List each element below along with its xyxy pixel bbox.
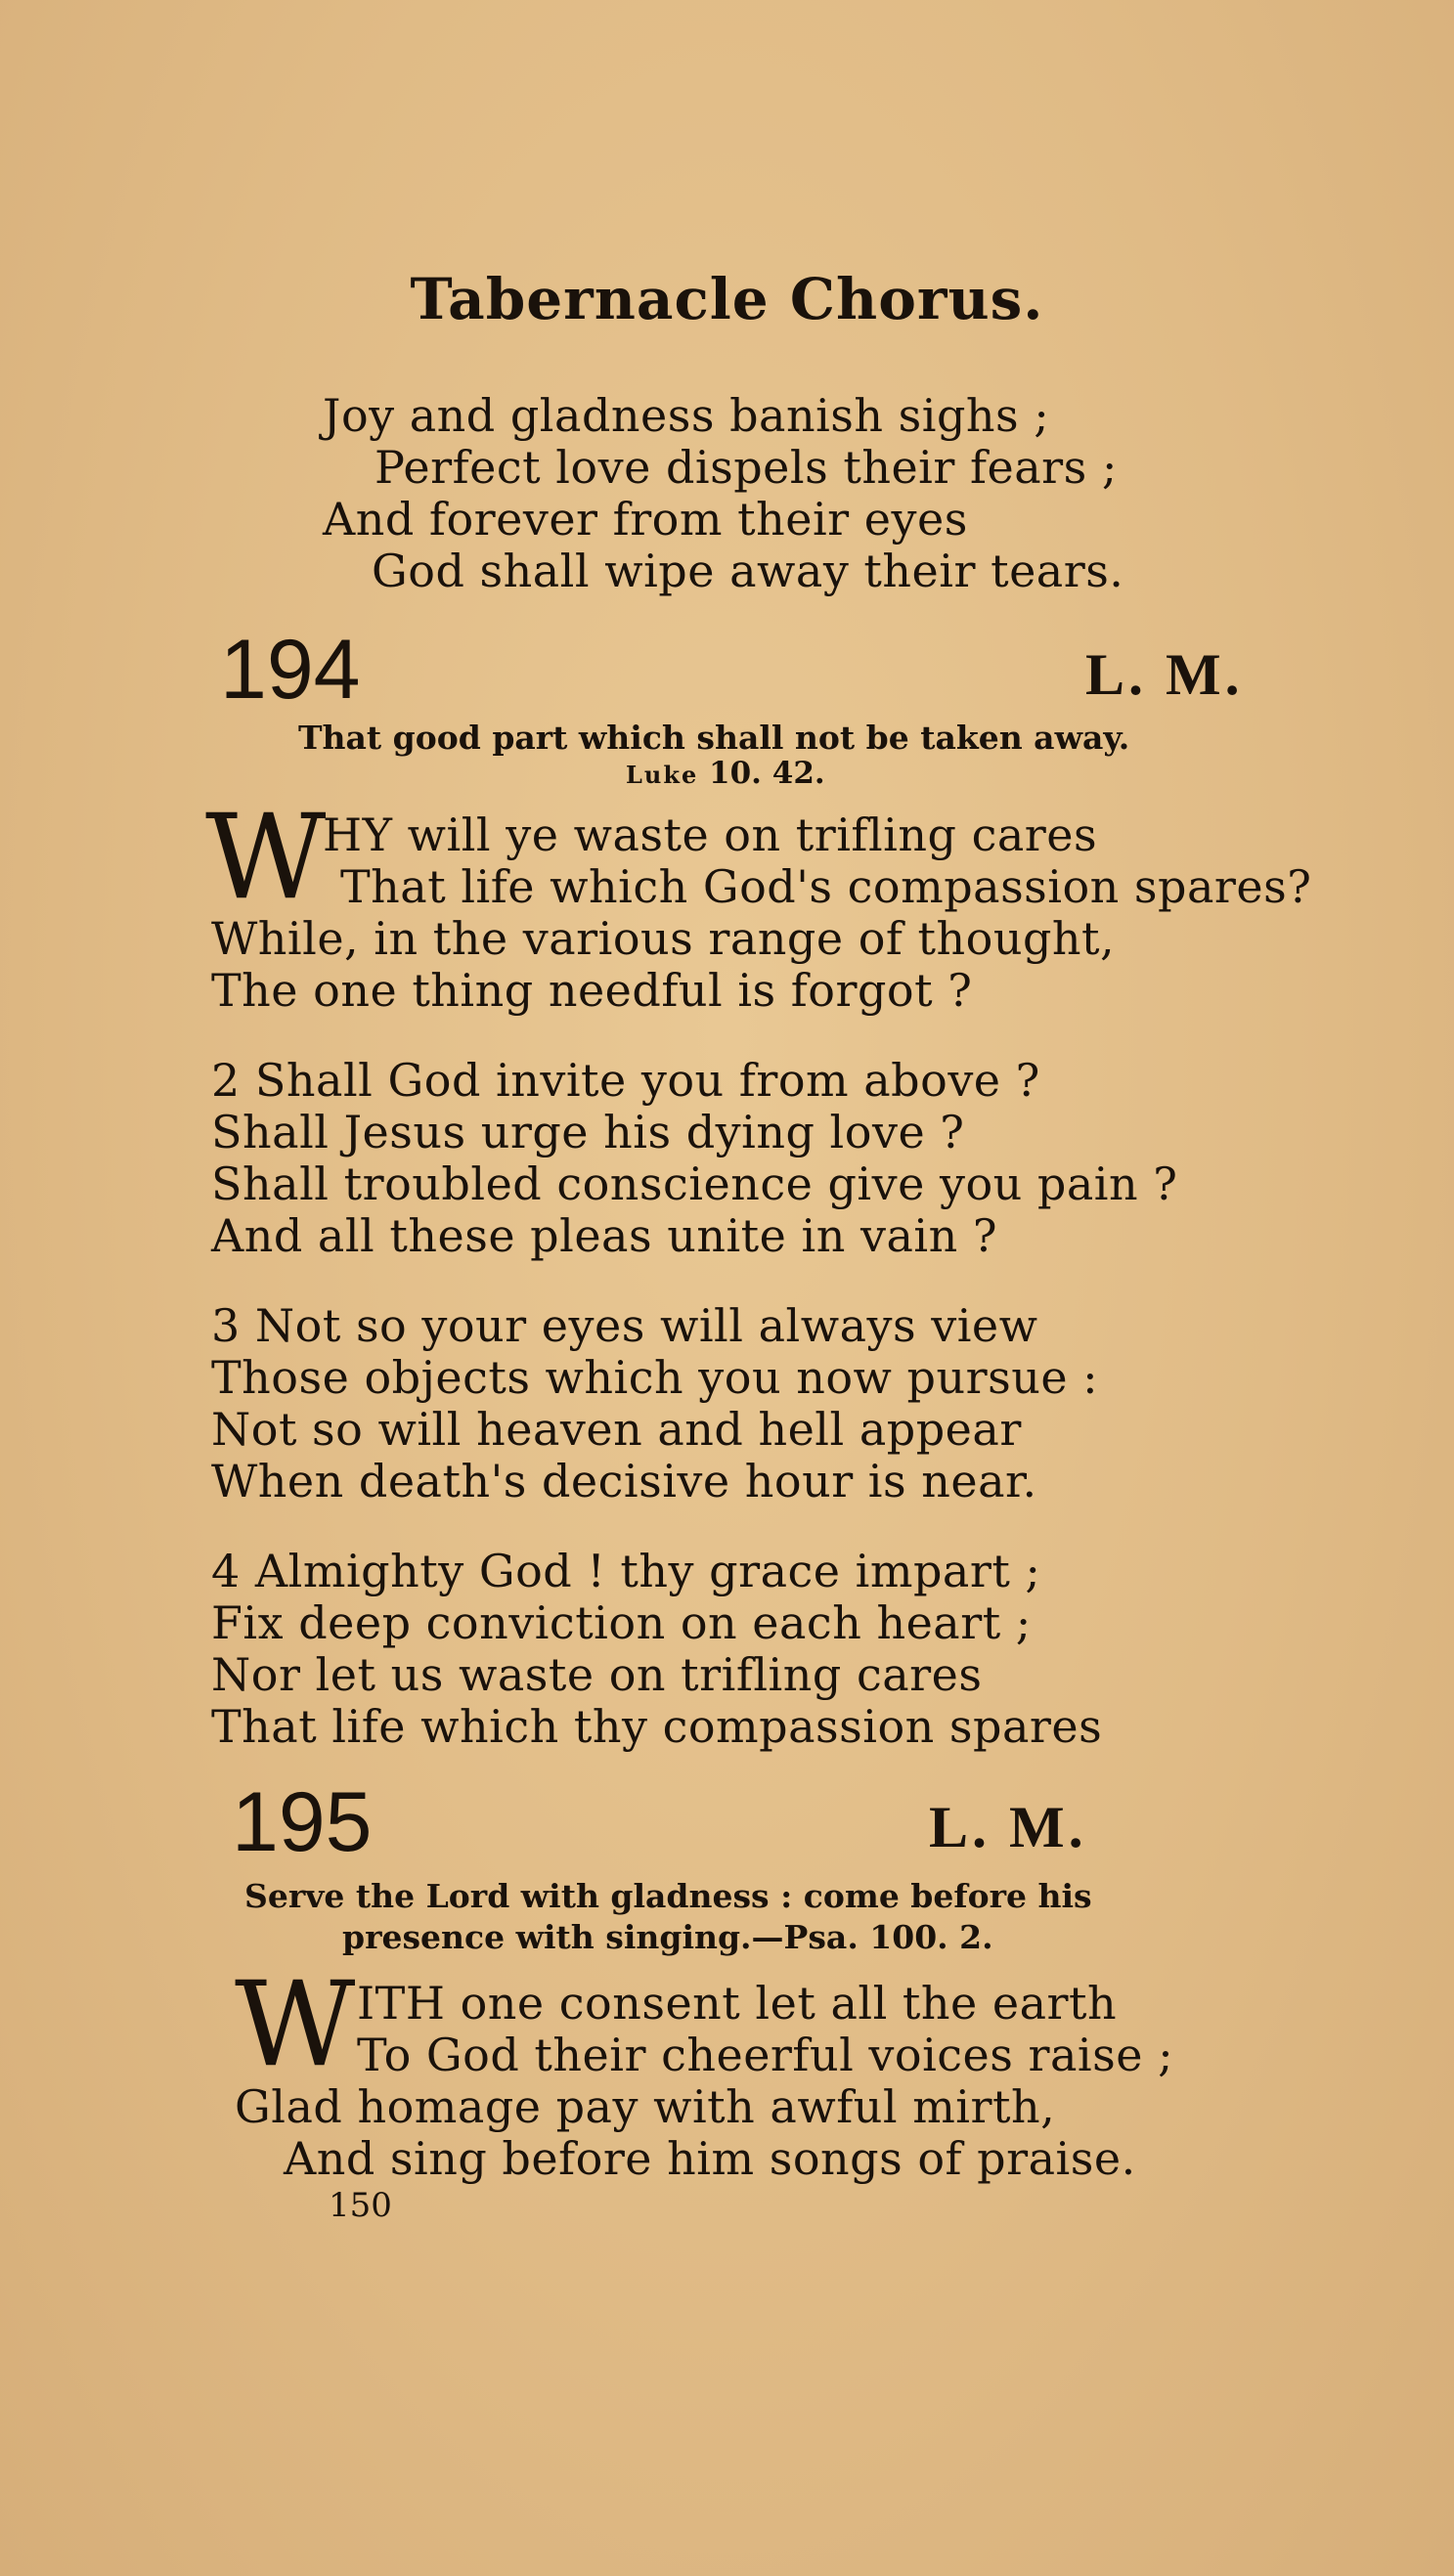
hymn-195-drop-cap: W — [235, 1957, 356, 2093]
hymn-194-line-3: While, in the various range of thought, — [211, 912, 1116, 965]
hymn-195-line-1: ITH one consent let all the earth — [357, 1977, 1118, 2030]
page-number: 150 — [329, 2186, 392, 2225]
hymn-194-stanza-4-line-4: That life which thy compassion spares — [211, 1700, 1103, 1753]
hymn-194-line-1: HY will ye waste on trifling cares — [323, 808, 1098, 861]
hymn-195-epigraph-line-1: Serve the Lord with gladness : come before his — [244, 1877, 1092, 1915]
hymn-194-stanza-2-line-3: Shall troubled conscience give you pain ? — [211, 1157, 1178, 1210]
hymn-194-line-2: That life which God's compassion spares? — [340, 860, 1312, 913]
top-stanza-line-3: And forever from their eyes — [323, 493, 968, 546]
hymn-194-stanza-3-line-4: When death's decisive hour is near. — [211, 1455, 1037, 1507]
hymn-194-stanza-3-line-2: Those objects which you now pursue : — [211, 1351, 1099, 1404]
hymn-194-line-4: The one thing needful is forgot ? — [211, 964, 973, 1017]
hymn-194-stanza-4-line-1: 4 Almighty God ! thy grace impart ; — [211, 1545, 1041, 1597]
hymn-194-stanza-3-line-3: Not so will heaven and hell appear — [211, 1403, 1022, 1456]
hymn-195-epigraph-line-2: presence with singing.—Psa. 100. 2. — [342, 1918, 993, 1956]
hymn-194-stanza-2-line-4: And all these pleas unite in vain ? — [211, 1209, 997, 1262]
top-stanza-line-4: God shall wipe away their tears. — [372, 545, 1124, 597]
hymn-195-number: 195 — [232, 1775, 373, 1869]
hymn-195-line-4: And sing before him songs of praise. — [284, 2132, 1136, 2185]
top-stanza-line-1: Joy and gladness banish sighs ; — [323, 389, 1050, 442]
hymn-194-stanza-2-line-1: 2 Shall God invite you from above ? — [211, 1054, 1040, 1107]
hymn-194-meter: L. M. — [1085, 642, 1244, 707]
hymn-194-number: 194 — [220, 623, 361, 717]
hymn-194-stanza-4-line-3: Nor let us waste on trifling cares — [211, 1648, 983, 1701]
hymn-194-stanza-4-line-2: Fix deep conviction on each heart ; — [211, 1596, 1032, 1649]
hymn-195-line-3: Glad homage pay with awful mirth, — [235, 2080, 1056, 2133]
hymn-195-meter: L. M. — [929, 1795, 1087, 1859]
hymn-194-stanza-3-line-1: 3 Not so your eyes will always view — [211, 1299, 1038, 1352]
hymn-194-drop-cap: W — [205, 790, 327, 926]
hymn-194-stanza-2-line-2: Shall Jesus urge his dying love ? — [211, 1106, 965, 1158]
reference-book: Luke — [626, 761, 699, 789]
page-header: Tabernacle Chorus. — [410, 266, 1044, 332]
top-stanza-line-2: Perfect love dispels their fears ; — [375, 441, 1118, 494]
hymn-194-reference — [626, 756, 825, 791]
hymn-194-epigraph: That good part which shall not be taken away. — [298, 719, 1130, 757]
hymn-195-line-2: To God their cheerful voices raise ; — [357, 2029, 1174, 2081]
reference-verse: 10. 42. — [698, 756, 825, 791]
